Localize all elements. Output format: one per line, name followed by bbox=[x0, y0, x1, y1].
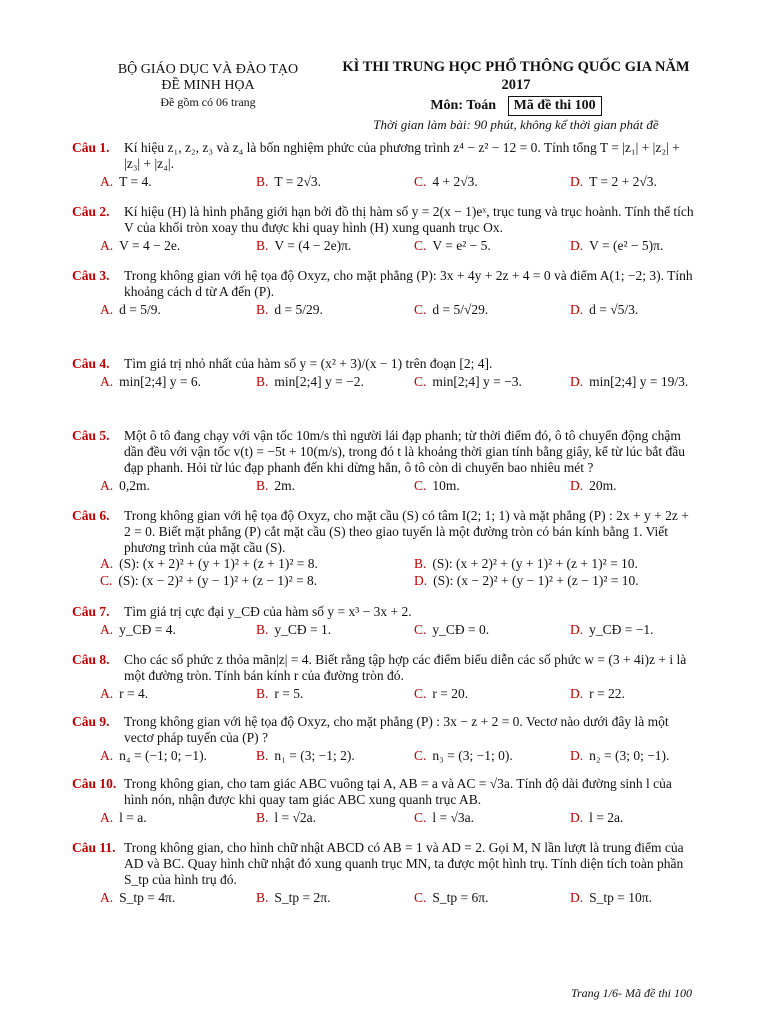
question-number: Câu 8. bbox=[72, 652, 110, 667]
question-stem: Cho các số phức z thỏa mãn|z| = 4. Biết rằng tập hợp các điểm biểu diễn các số phức w = (3 + 4i)z + i là một đường tròn. Tính bán kính r của đường tròn đó. bbox=[124, 652, 687, 683]
page-footer: Trang 1/6- Mã đề thi 100 bbox=[570, 986, 692, 1000]
answer-text: V = (e² − 5)π. bbox=[589, 238, 664, 253]
answer-text: d = √5/3. bbox=[589, 302, 639, 317]
answer-text: 2m. bbox=[274, 478, 296, 493]
answer-text: d = 5/29. bbox=[274, 302, 323, 317]
answer-option-b[interactable]: B. r = 5. bbox=[256, 686, 304, 701]
answer-option-c[interactable]: C. min[2;4] y = −3. bbox=[414, 374, 522, 389]
answer-text: 4 + 2√3. bbox=[432, 174, 478, 189]
answer-text: r = 22. bbox=[589, 686, 625, 701]
answer-option-d[interactable]: D. r = 22. bbox=[570, 686, 625, 701]
answer-option-a[interactable]: A. V = 4 − 2e. bbox=[100, 238, 181, 253]
ministry-name: BỘ GIÁO DỤC VÀ ĐÀO TẠO bbox=[117, 62, 299, 77]
question-10 bbox=[72, 776, 696, 828]
subject: Môn: Toán bbox=[430, 98, 497, 113]
answer-option-d[interactable]: D. V = (e² − 5)π. bbox=[570, 238, 664, 253]
answer-text: S_tp = 6π. bbox=[432, 890, 489, 905]
answer-text: V = (4 − 2e)π. bbox=[274, 238, 352, 253]
answer-text: S_tp = 2π. bbox=[274, 890, 331, 905]
answer-option-c[interactable]: C. (S): (x − 2)² + (y − 1)² + (z − 1)² = 8. bbox=[100, 573, 318, 588]
answer-option-a[interactable]: A. l = a. bbox=[100, 810, 147, 825]
pages-note: Đề gồm có 06 trang bbox=[160, 95, 256, 109]
answer-text: l = √3a. bbox=[432, 810, 475, 825]
answer-option-a[interactable]: A. n₄ = (−1; 0; −1). bbox=[100, 748, 208, 763]
answer-text: S_tp = 4π. bbox=[119, 890, 176, 905]
answer-option-d[interactable]: D. y_CĐ = −1. bbox=[570, 622, 654, 637]
question-1 bbox=[72, 140, 696, 192]
question-stem: Kí hiệu (H) là hình phẳng giới hạn bởi đồ thị hàm số y = 2(x − 1)eˣ, trục tung và trục hoành. Tính thể tích V của khối tròn xoay thu được khi quay hình (H) xung quanh trục Ox. bbox=[124, 204, 694, 235]
question-stem: Trong không gian với hệ tọa độ Oxyz, cho mặt phẳng (P): 3x + 4y + 2z + 4 = 0 và điểm A(1; −2; 3). Tính khoảng cách d từ A đến (P). bbox=[124, 268, 693, 299]
answer-text: 10m. bbox=[432, 478, 460, 493]
answer-option-a[interactable]: A. y_CĐ = 4. bbox=[100, 622, 176, 637]
answer-option-b[interactable]: B. V = (4 − 2e)π. bbox=[256, 238, 352, 253]
answer-option-a[interactable]: A. (S): (x + 2)² + (y + 1)² + (z + 1)² = 8. bbox=[100, 556, 318, 571]
question-number: Câu 6. bbox=[72, 508, 110, 523]
answer-text: d = 5/√29. bbox=[432, 302, 489, 317]
answer-option-b[interactable]: B. d = 5/29. bbox=[256, 302, 323, 317]
answer-text: r = 5. bbox=[274, 686, 304, 701]
question-11 bbox=[72, 840, 696, 908]
exam-title: KÌ THI TRUNG HỌC PHỔ THÔNG QUỐC GIA NĂM 2017 bbox=[342, 59, 690, 93]
answer-option-a[interactable]: A. T = 4. bbox=[100, 174, 152, 189]
answer-text: T = 2√3. bbox=[274, 174, 322, 189]
answer-text: n₃ = (3; −1; 0). bbox=[432, 748, 513, 763]
answer-option-a[interactable]: A. S_tp = 4π. bbox=[100, 890, 176, 905]
answer-option-d[interactable]: D. (S): (x − 2)² + (y − 1)² + (z − 1)² = 10. bbox=[414, 573, 639, 588]
answer-text: S_tp = 10π. bbox=[589, 890, 652, 905]
question-4 bbox=[72, 356, 696, 392]
question-6 bbox=[72, 508, 696, 590]
answer-option-c[interactable]: C. 4 + 2√3. bbox=[414, 174, 478, 189]
answer-text: n₂ = (3; 0; −1). bbox=[589, 748, 670, 763]
answer-option-d[interactable]: D. d = √5/3. bbox=[570, 302, 639, 317]
answer-text: T = 2 + 2√3. bbox=[589, 174, 657, 189]
question-stem: Trong không gian với hệ tọa độ Oxyz, cho mặt cầu (S) có tâm I(2; 1; 1) và mặt phẳng (P) : 2x + y + 2z + 2 = 0. Biết mặt phẳng (P) cắt mặt cầu (S) theo giao tuyến là một đường tròn có bán kính bằng 1. Viết phương trình của mặt cầu (S). bbox=[124, 508, 689, 555]
answer-option-c[interactable]: C. y_CĐ = 0. bbox=[414, 622, 490, 637]
question-8 bbox=[72, 652, 696, 704]
question-stem: Trong không gian, cho hình chữ nhật ABCD có AB = 1 và AD = 2. Gọi M, N lần lượt là trung điểm của AD và BC. Quay hình chữ nhật đó xung quanh trục MN, ta được một hình trụ. Tính diện tích toàn phần S_tp của hình trụ đó. bbox=[124, 840, 684, 887]
answer-option-c[interactable]: C. l = √3a. bbox=[414, 810, 475, 825]
question-stem: Trong không gian, cho tam giác ABC vuông tại A, AB = a và AC = √3a. Tính độ dài đường sinh l của hình nón, nhận được khi quay tam giác ABC xung quanh trục AB. bbox=[124, 776, 672, 807]
answer-option-b[interactable]: B. 2m. bbox=[256, 478, 296, 493]
question-number: Câu 4. bbox=[72, 356, 110, 371]
answer-option-b[interactable]: B. min[2;4] y = −2. bbox=[256, 374, 364, 389]
answer-text: min[2;4] y = −2. bbox=[274, 374, 364, 389]
answer-option-d[interactable]: D. S_tp = 10π. bbox=[570, 890, 652, 905]
answer-text: (S): (x + 2)² + (y + 1)² + (z + 1)² = 8. bbox=[119, 556, 318, 571]
answer-text: (S): (x + 2)² + (y + 1)² + (z + 1)² = 10. bbox=[432, 556, 638, 571]
answer-text: y_CĐ = 0. bbox=[432, 622, 490, 637]
answer-option-c[interactable]: C. V = e² − 5. bbox=[414, 238, 491, 253]
question-9 bbox=[72, 714, 696, 766]
question-3 bbox=[72, 268, 696, 320]
answer-option-a[interactable]: A. d = 5/9. bbox=[100, 302, 161, 317]
question-number: Câu 1. bbox=[72, 140, 110, 155]
answer-option-c[interactable]: C. n₃ = (3; −1; 0). bbox=[414, 748, 513, 763]
answer-text: r = 4. bbox=[119, 686, 149, 701]
question-number: Câu 9. bbox=[72, 714, 110, 729]
answer-text: min[2;4] y = −3. bbox=[432, 374, 522, 389]
answer-option-b[interactable]: B. S_tp = 2π. bbox=[256, 890, 331, 905]
question-stem: Trong không gian với hệ tọa độ Oxyz, cho mặt phẳng (P) : 3x − z + 2 = 0. Vectơ nào dưới đây là một vectơ pháp tuyến của (P) ? bbox=[124, 714, 669, 745]
answer-text: l = 2a. bbox=[589, 810, 624, 825]
answer-text: V = 4 − 2e. bbox=[119, 238, 181, 253]
subject-line bbox=[332, 96, 700, 116]
answer-text: n₁ = (3; −1; 2). bbox=[274, 748, 355, 763]
answer-option-c[interactable]: C. d = 5/√29. bbox=[414, 302, 489, 317]
question-stem: Tìm giá trị nhỏ nhất của hàm số y = (x² + 3)/(x − 1) trên đoạn [2; 4]. bbox=[124, 356, 493, 371]
question-number: Câu 5. bbox=[72, 428, 110, 443]
answer-option-c[interactable]: C. 10m. bbox=[414, 478, 460, 493]
question-stem: Tìm giá trị cực đại y_CĐ của hàm số y = x³ − 3x + 2. bbox=[124, 604, 412, 619]
answer-text: y_CĐ = 4. bbox=[119, 622, 176, 637]
answer-text: min[2;4] y = 6. bbox=[119, 374, 201, 389]
answer-option-b[interactable]: B. y_CĐ = 1. bbox=[256, 622, 332, 637]
question-number: Câu 3. bbox=[72, 268, 110, 283]
answer-text: V = e² − 5. bbox=[432, 238, 491, 253]
answer-option-b[interactable]: B. T = 2√3. bbox=[256, 174, 322, 189]
answer-option-d[interactable]: D. T = 2 + 2√3. bbox=[570, 174, 657, 189]
header-left bbox=[108, 62, 308, 110]
question-number: Câu 2. bbox=[72, 204, 110, 219]
answer-text: T = 4. bbox=[119, 174, 152, 189]
answer-text: y_CĐ = 1. bbox=[274, 622, 332, 637]
answer-option-a[interactable]: A. 0,2m. bbox=[100, 478, 150, 493]
answer-option-b[interactable]: B. l = √2a. bbox=[256, 810, 317, 825]
answer-text: min[2;4] y = 19/3. bbox=[589, 374, 689, 389]
answer-option-d[interactable]: D. l = 2a. bbox=[570, 810, 624, 825]
answer-text: 0,2m. bbox=[119, 478, 150, 493]
doc-type: ĐỀ MINH HỌA bbox=[161, 78, 255, 93]
answer-text: l = a. bbox=[119, 810, 147, 825]
question-stem: Kí hiệu z₁, z₂, z₃ và z₄ là bốn nghiệm phức của phương trình z⁴ − z² − 12 = 0. Tính tổng T = |z₁| + |z₂| + |z₃| + |z₄|. bbox=[124, 140, 680, 171]
answer-text: (S): (x − 2)² + (y − 1)² + (z − 1)² = 10. bbox=[433, 573, 639, 588]
answer-text: l = √2a. bbox=[274, 810, 317, 825]
header-right bbox=[332, 58, 700, 134]
answer-option-a[interactable]: A. min[2;4] y = 6. bbox=[100, 374, 201, 389]
question-number: Câu 7. bbox=[72, 604, 110, 619]
question-5 bbox=[72, 428, 696, 496]
answer-option-c[interactable]: C. r = 20. bbox=[414, 686, 469, 701]
question-7 bbox=[72, 604, 696, 640]
question-2 bbox=[72, 204, 696, 256]
answer-text: y_CĐ = −1. bbox=[589, 622, 654, 637]
answer-option-a[interactable]: A. r = 4. bbox=[100, 686, 149, 701]
time-note: Thời gian làm bài: 90 phút, không kể thời gian phát đề bbox=[373, 117, 659, 132]
answer-option-d[interactable]: D. n₂ = (3; 0; −1). bbox=[570, 748, 670, 763]
question-number: Câu 11. bbox=[72, 840, 116, 855]
answer-text: d = 5/9. bbox=[119, 302, 161, 317]
answer-text: r = 20. bbox=[432, 686, 469, 701]
answer-text: 20m. bbox=[589, 478, 617, 493]
question-number: Câu 10. bbox=[72, 776, 117, 791]
answer-option-d[interactable]: D. min[2;4] y = 19/3. bbox=[570, 374, 689, 389]
answer-option-c[interactable]: C. S_tp = 6π. bbox=[414, 890, 489, 905]
answer-option-b[interactable]: B. n₁ = (3; −1; 2). bbox=[256, 748, 355, 763]
exam-code-box: Mã đề thi 100 bbox=[508, 96, 602, 116]
answer-option-b[interactable]: B. (S): (x + 2)² + (y + 1)² + (z + 1)² = 10. bbox=[414, 556, 638, 571]
answer-text: n₄ = (−1; 0; −1). bbox=[119, 748, 208, 763]
answer-text: (S): (x − 2)² + (y − 1)² + (z − 1)² = 8. bbox=[118, 573, 318, 588]
question-stem: Một ô tô đang chạy với vận tốc 10m/s thì người lái đạp phanh; từ thời điểm đó, ô tô chuyển động chậm dần đều với vận tốc v(t) = −5t + 10(m/s), trong đó t là khoảng thời gian tính bằng giây, kể từ lúc bắt đầu đạp phanh. Hỏi từ lúc đạp phanh đến khi dừng hẳn, ô tô còn di chuyển bao nhiêu mét ? bbox=[124, 428, 685, 475]
answer-option-d[interactable]: D. 20m. bbox=[570, 478, 617, 493]
